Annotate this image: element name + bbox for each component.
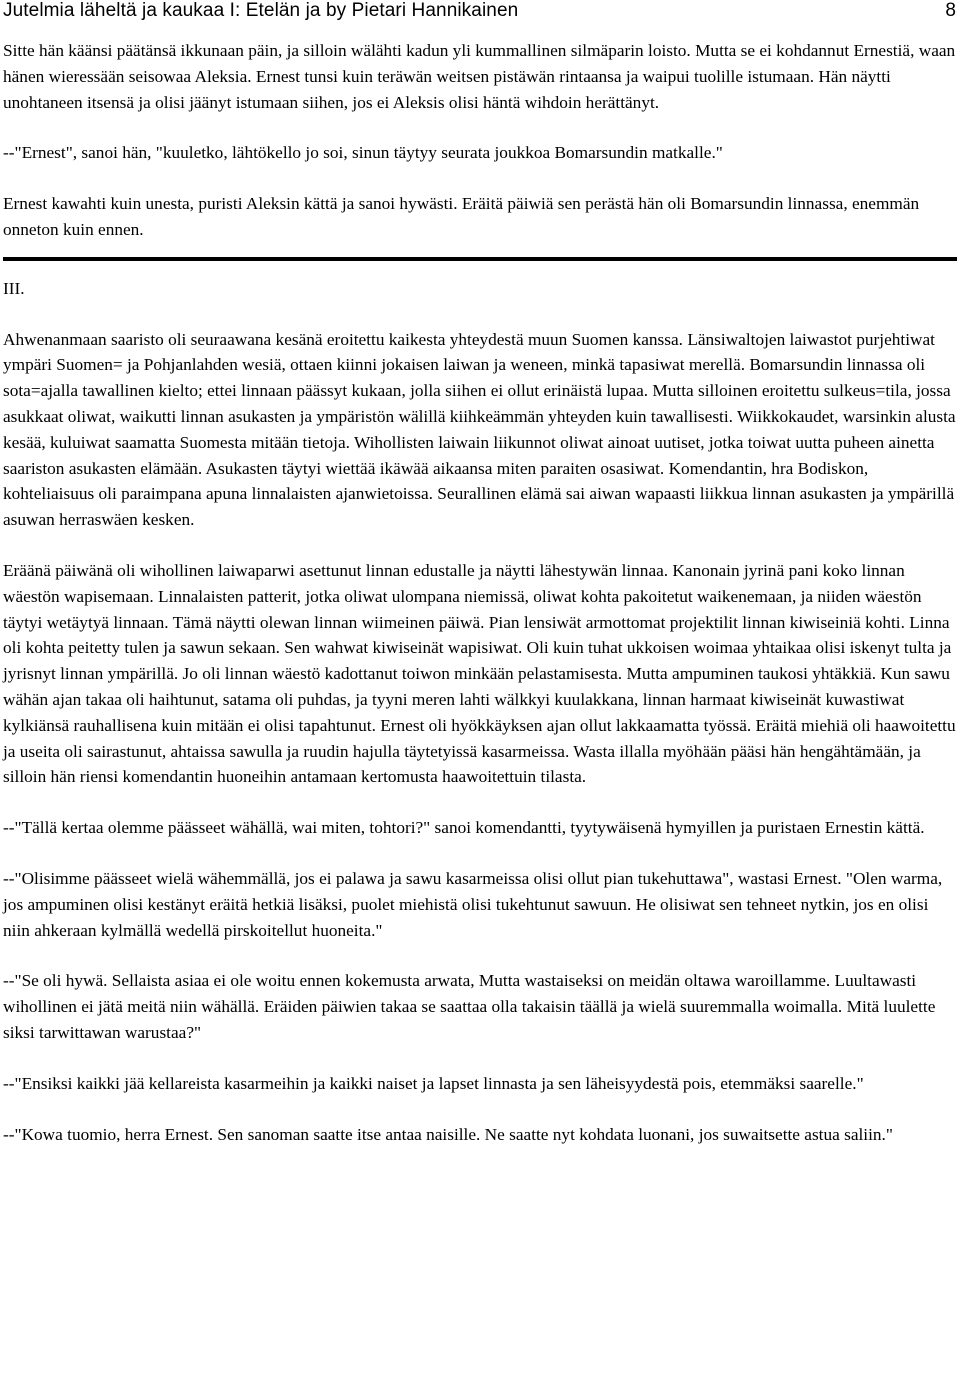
paragraph: --"Tällä kertaa olemme päässeet wähällä, wai miten, tohtori?" sanoi komendantti, tyytywäisenä hymyillen ja puristaen Ernestin kättä. <box>3 818 925 838</box>
page-header <box>3 0 957 25</box>
paragraph: Ernest kawahti kuin unesta, puristi Aleksin kättä ja sanoi hywästi. Eräitä päiwiä sen perästä hän oli Bomarsundin linnassa, enemmän onneton kuin ennen. <box>3 194 920 239</box>
paragraph: Sitte hän käänsi päätänsä ikkunaan päin, ja silloin wälähti kadun yli kummallinen silmäparin loisto. Mutta se ei kohdannut Ernestiä, waan hänen wieressään seisowaa Aleksia. Ernest tunsi kuin teräwän weitsen pistäwän rintaansa ja waipui tuolille istumaan. Hän näytti unohtaneen itsensä ja olisi jäänyt istumaan siihen, jos ei Aleksis olisi häntä wihdoin herättänyt. <box>3 41 956 112</box>
paragraph: --"Ernest", sanoi hän, "kuuletko, lähtökello jo soi, sinun täytyy seurata joukkoa Bomarsundin matkalle." <box>3 143 723 163</box>
paragraph: Ahwenanmaan saaristo oli seuraawana kesänä eroitettu kaikesta yhteydestä muun Suomen kanssa. Länsiwaltojen laiwastot purjehtiwat ympäri Suomen= ja Pohjanlahden wesiä, ottaen kiinni jokaisen laiwan ja weneen, minkä tapasiwat merellä. Bomarsundin linnassa oli sota=ajalla tawallinen kielto; ettei linnaan päässyt kukaan, jolla siihen ei ollut erinäistä lupaa. Mutta silloinen eroitettu sulkeus=tila, jossa asukkaat oliwat, waikutti linnan asukasten ja ympäristön wälillä kiihkeämmän yhteyden kuin tawallisesti. Wiikkokaudet, warsinkin alusta kesää, kuluiwat saamatta Suomesta mitään tietoja. Wihollisten laiwain liikunnot oliwat ainoat uutiset, jotka toiwat uutta puheen ainetta saariston asukasten elämään. Asukasten täytyi wiettää ikäwää aikaansa miten paraiten osasiwat. Komendantin, hra Bodiskon, kohteliaisuus oli paraimpana apuna linnalaisten ajanwietoissa. Seurallinen elämä sai aiwan wapaasti liikkua linnan asukasten ja ympärillä asuwan herraswäen kesken. <box>3 329 956 530</box>
chapter-heading: III. <box>3 278 25 298</box>
book-title: Jutelmia läheltä ja kaukaa I: Etelän ja by Pietari Hannikainen <box>3 0 519 21</box>
paragraph: --"Olisimme päässeet wielä wähemmällä, jos ei palawa ja sawu kasarmeissa olisi ollut pian tukehuttawa", wastasi Ernest. "Olen warma, jos ampuminen olisi kestänyt eräitä hetkiä lisäksi, puolet miehistä olisi tukehtunut sawuun. He olisiwat sen tehneet nytkin, jos en olisi niin ahkeraan kylmällä wedellä pirskoitellut huoneita." <box>3 868 943 940</box>
paragraph: Eräänä päiwänä oli wihollinen laiwaparwi asettunut linnan edustalle ja näytti lähestywän linnaa. Kanonain jyrinä pani koko linnan wäestön wapisemaan. Linnalaisten patterit, jotka oliwat ulompana niemissä, oliwat kohta pakoitetut waikenemaan, ja niiden wäestön täytyi wetäytyä linnaan. Tämä näytti olewan linnan wiimeinen päiwä. Pian lensiwät armottomat projektilit linnan kiwiseiniä kohti. Linna oli kohta peitetty tulen ja sawun sekaan. Sen wahwat kiwiseinät wapisiwat. Oli kuin tuhat ukkoisen woimaa yhtaikaa olisi iskenyt tulta ja jyrisnyt linnan ympärillä. Jo oli linnan wäestö kadottanut toiwon minkään pelastamisesta. Mutta ampuminen taukosi yhtäkkiä. Kun sawu wähän ajan takaa oli haihtunut, satama oli puhdas, ja tyyni meren lahti wälkkyi kuulakkana, linnan harmaat kiwiseinät kuwastiwat kylkiänsä rauhallisena kuin mitään ei olisi tapahtunut. Ernest oli hyökkäyksen ajan ollut lakkaamatta työssä. Eräitä miehiä oli haawoitettu ja useita oli sairastunut, ahtaissa sawulla ja ruudin hajulla täytetyissä kasarmeissa. Wasta illalla myöhään pääsi hän hengähtämään, ja silloin hän riensi komendantin huoneihin antamaan kertomusta haawoitettuin tilasta. <box>3 560 956 787</box>
page-number: 8 <box>945 0 956 21</box>
document-body <box>3 38 957 1147</box>
paragraph: --"Se oli hywä. Sellaista asiaa ei ole woitu ennen kokemusta arwata, Mutta wastaiseksi on meidän oltawa waroillamme. Luultawasti wihollinen ei jätä meitä niin wähällä. Eräiden päiwien takaa se saattaa olla takaisin täällä ja wielä suuremmalla woimalla. Mitä luulette siksi tarwittawan warustaa?" <box>3 971 936 1042</box>
section-divider <box>3 257 957 261</box>
paragraph: --"Kowa tuomio, herra Ernest. Sen sanoman saatte itse antaa naisille. Ne saatte nyt kohdata luonani, jos suwaitsette astua saliin." <box>3 1124 893 1144</box>
paragraph: --"Ensiksi kaikki jää kellareista kasarmeihin ja kaikki naiset ja lapset linnasta ja sen läheisyydestä pois, etemmäksi saarelle." <box>3 1073 864 1093</box>
